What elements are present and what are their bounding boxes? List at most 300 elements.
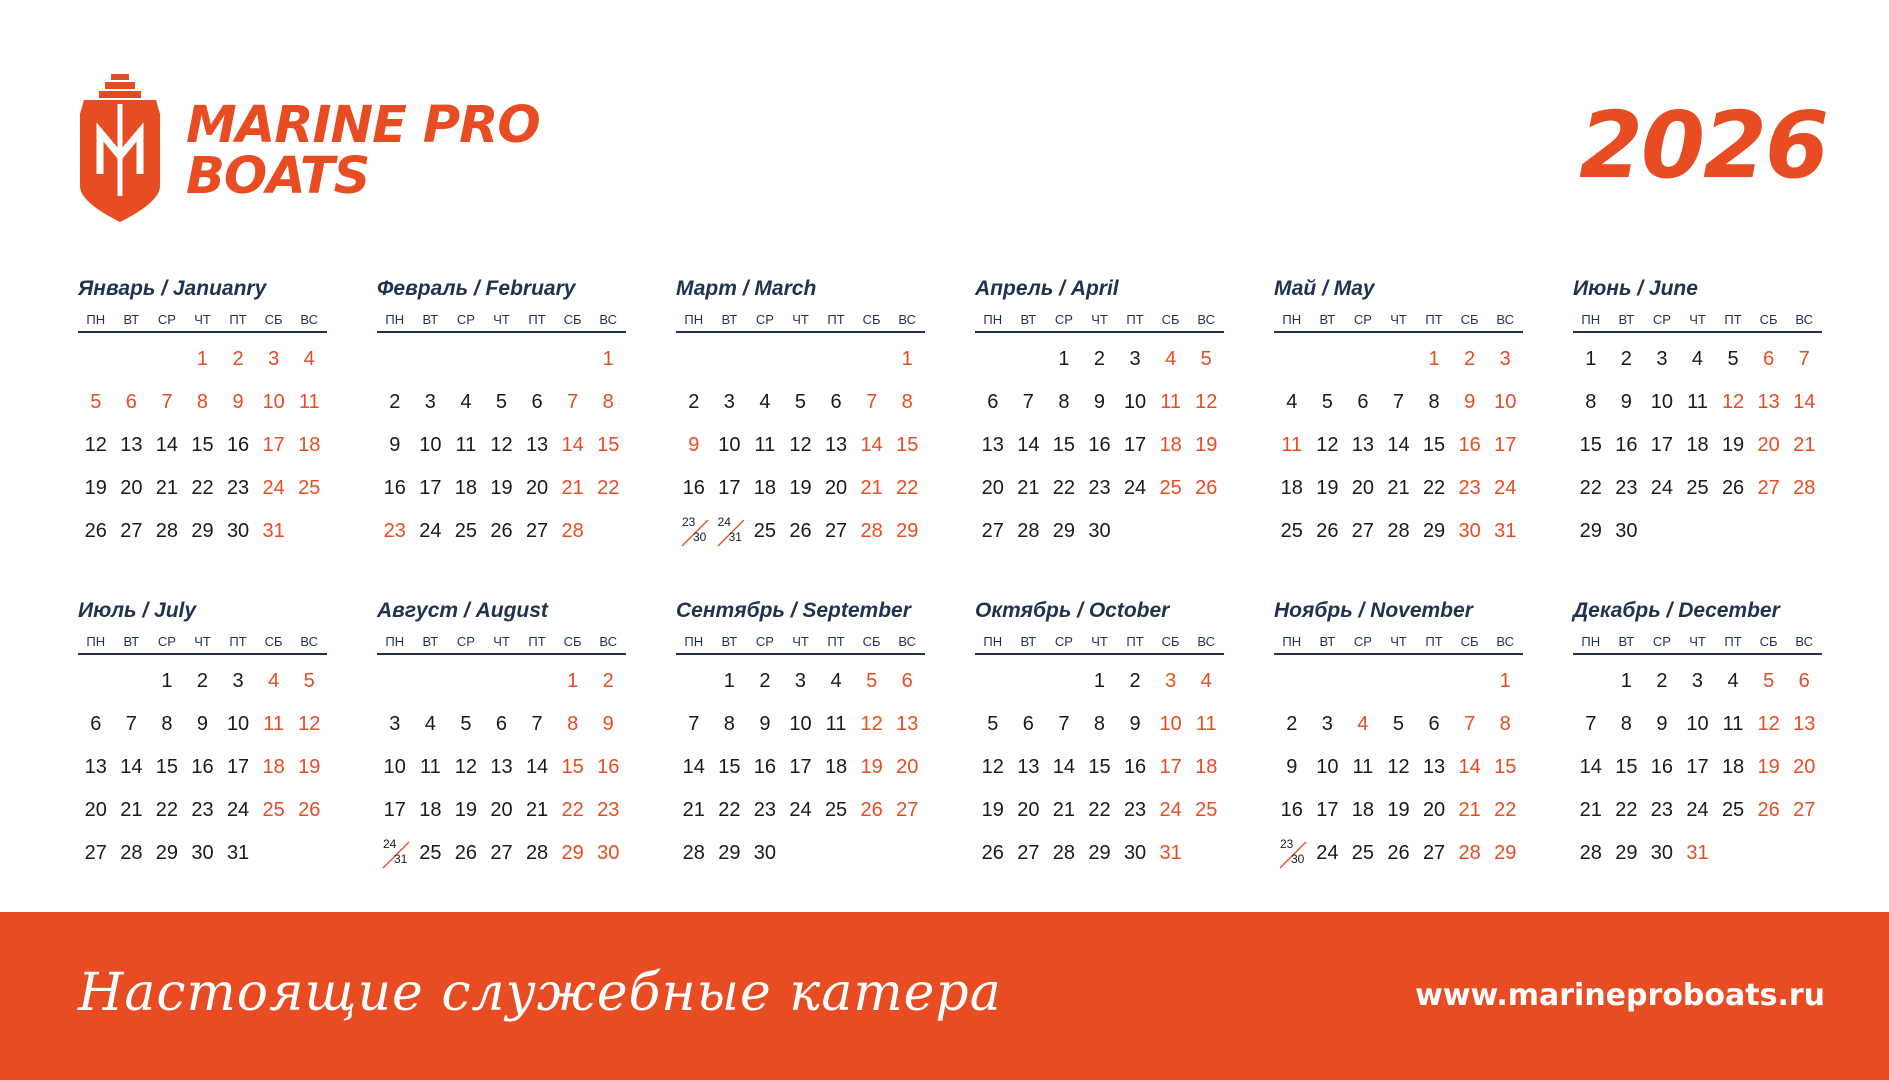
day-cell: 6 [1763, 348, 1775, 370]
empty-cell [1153, 510, 1189, 553]
day-cell: 21 [860, 477, 883, 499]
day-cell: 22 [597, 477, 620, 499]
empty-cell [1715, 510, 1751, 553]
day-cell: 22 [1088, 799, 1111, 821]
month-block [377, 274, 626, 553]
weekday-label: ПТ [1425, 634, 1443, 649]
weekday-label: ПН [983, 634, 1003, 649]
weekday-header [78, 630, 327, 655]
day-cell: 9 [688, 434, 700, 456]
day-cell: 17 [419, 477, 442, 499]
day-cell: 12 [84, 434, 107, 456]
day-cell: 2 [1286, 713, 1298, 735]
day-cell: 10 [226, 713, 250, 735]
day-cell: 14 [1579, 756, 1602, 778]
footer-banner [0, 912, 1889, 1080]
day-cell: 26 [1195, 477, 1218, 499]
day-cell: 11 [1281, 434, 1303, 456]
month-block [377, 596, 626, 875]
month-block [78, 596, 327, 875]
day-cell: 25 [419, 842, 442, 864]
day-cell: 24 [1650, 477, 1674, 499]
empty-cell [1274, 338, 1310, 381]
month-title: Ноябрь / November [1274, 599, 1473, 622]
day-cell: 10 [419, 434, 442, 456]
day-cell: 23 [191, 799, 214, 821]
day-cell: 31 [1159, 842, 1182, 864]
empty-cell [1786, 510, 1822, 553]
day-cell: 28 [1458, 842, 1481, 864]
day-cell: 2 [759, 670, 771, 692]
weekday-label: СБ [1759, 634, 1778, 649]
day-cell: 5 [866, 670, 878, 692]
day-cell: 26 [1757, 799, 1780, 821]
day-cell: 2 [1656, 670, 1668, 692]
day-cell: 23 [597, 799, 620, 821]
day-cell: 14 [525, 756, 549, 778]
day-cell: 9 [1464, 391, 1476, 413]
empty-cell [114, 338, 150, 381]
day-cell: 1 [1585, 348, 1597, 370]
month-block [1573, 274, 1822, 553]
empty-cell [1117, 510, 1153, 553]
empty-cell [1381, 660, 1417, 703]
weekday-header [676, 308, 925, 333]
day-cell: 2 [389, 391, 401, 413]
day-cell: 5 [1763, 670, 1775, 692]
empty-cell [291, 510, 327, 553]
days-grid [377, 660, 626, 875]
day-cell: 8 [1585, 391, 1597, 413]
day-cell: 27 [490, 842, 513, 864]
empty-cell [1751, 510, 1787, 553]
day-cell: 11 [1160, 391, 1182, 413]
days-grid [975, 338, 1224, 553]
day-cell: 29 [1579, 520, 1602, 542]
weekday-label: ЧТ [792, 634, 809, 649]
empty-cell [1573, 660, 1609, 703]
day-cell: 15 [718, 756, 741, 778]
weekday-label: ПТ [827, 312, 845, 327]
day-cell: 17 [1494, 434, 1517, 456]
weekday-header [676, 630, 925, 655]
days-grid [975, 660, 1224, 875]
day-cell: 3 [1499, 348, 1511, 370]
weekday-label: СР [1353, 312, 1372, 327]
day-cell: 9 [389, 434, 401, 456]
day-cell: 11 [455, 434, 477, 456]
empty-cell [1715, 832, 1751, 875]
month-block [1573, 596, 1822, 875]
day-cell: 18 [1280, 477, 1303, 499]
day-cell: 22 [718, 799, 741, 821]
day-cell: 18 [753, 477, 777, 499]
day-cell: 4 [1286, 391, 1298, 413]
day-cell: 17 [789, 756, 812, 778]
day-cell: 14 [155, 434, 179, 456]
weekday-label: ВТ [1319, 634, 1336, 649]
brand-name [186, 96, 540, 206]
weekday-label: ПТ [229, 312, 247, 327]
day-cell: 30 [1088, 520, 1111, 542]
day-cell: 29 [155, 842, 179, 864]
weekday-label: ПН [684, 312, 704, 327]
day-cell: 26 [860, 799, 883, 821]
weekday-header [975, 630, 1224, 655]
weekday-label: ВС [898, 634, 917, 649]
weekday-label: ВТ [1618, 634, 1635, 649]
brand-line-1: MARINE PRO [186, 96, 540, 155]
day-cell: 9 [232, 391, 244, 413]
day-cell: 7 [531, 713, 543, 735]
day-cell: 28 [155, 520, 179, 542]
day-cell: 8 [1093, 713, 1106, 735]
day-cell: 18 [262, 756, 285, 778]
day-cell: 7 [1798, 348, 1810, 370]
weekday-label: ВС [599, 312, 618, 327]
website-link[interactable]: www.marineproboats.ru [1415, 978, 1825, 1013]
day-cell: 1 [1093, 670, 1106, 692]
empty-cell [448, 338, 484, 381]
day-cell: 7 [1022, 391, 1034, 413]
weekday-label: ЧТ [493, 312, 510, 327]
weekday-header [975, 308, 1224, 333]
day-cell: 15 [1494, 756, 1517, 778]
weekday-label: ПТ [1425, 312, 1443, 327]
day-cell: 25 [1195, 799, 1218, 821]
weekday-label: СБ [862, 634, 881, 649]
day-cell: 30 [1123, 842, 1147, 864]
day-cell: 20 [824, 477, 848, 499]
days-grid [1573, 660, 1822, 875]
weekday-label: СБ [1460, 312, 1479, 327]
day-cell: 12 [1721, 391, 1745, 413]
day-cell: 6 [1798, 670, 1810, 692]
weekday-label: ВТ [721, 312, 738, 327]
empty-cell [590, 510, 626, 553]
weekday-label: СБ [1161, 634, 1180, 649]
empty-cell [747, 338, 783, 381]
month-title: Май / May [1274, 277, 1375, 300]
day-cell: 3 [268, 348, 280, 370]
shield-m-logo-icon [78, 74, 162, 222]
day-cell: 22 [1615, 799, 1638, 821]
month-title: Январь / Januanry [78, 277, 267, 300]
day-cell: 4 [1200, 670, 1212, 692]
weekday-label: СБ [862, 312, 881, 327]
day-cell: 9 [602, 713, 614, 735]
weekday-header [1573, 308, 1822, 333]
day-cell: 28 [120, 842, 143, 864]
day-cell: 15 [155, 756, 179, 778]
day-cell: 3 [1656, 348, 1668, 370]
day-cell: 7 [1392, 391, 1405, 413]
weekday-label: СР [1054, 312, 1073, 327]
day-cell: 25 [1280, 520, 1303, 542]
days-grid [1274, 338, 1523, 553]
empty-cell [413, 660, 449, 703]
month-title: Февраль / February [377, 277, 576, 300]
day-cell: 22 [155, 799, 179, 821]
day-cell: 20 [896, 756, 919, 778]
day-cell: 6 [125, 391, 137, 413]
day-cell: 4 [460, 391, 472, 413]
day-cell: 10 [1159, 713, 1182, 735]
month-block [676, 274, 925, 553]
day-cell: 1 [1620, 670, 1632, 692]
day-cell: 27 [896, 799, 919, 821]
day-cell: 3 [1321, 713, 1333, 735]
day-cell: 18 [454, 477, 478, 499]
weekday-label: ВТ [422, 634, 439, 649]
weekday-label: ЧТ [1091, 312, 1108, 327]
day-cell: 25 [1686, 477, 1709, 499]
empty-cell [1188, 510, 1224, 553]
day-cell: 6 [1357, 391, 1369, 413]
day-cell: 18 [298, 434, 321, 456]
day-cell: 22 [1052, 477, 1076, 499]
empty-cell [1680, 510, 1716, 553]
day-cell: 2 [196, 670, 209, 692]
day-cell: 24 [1316, 842, 1339, 864]
day-cell: 12 [789, 434, 812, 456]
day-cell: 10 [1123, 391, 1147, 413]
day-cell: 5 [303, 670, 315, 692]
day-cell: 29 [1088, 842, 1111, 864]
day-cell: 28 [1052, 842, 1076, 864]
day-cell: 13 [120, 434, 143, 456]
weekday-label: СБ [563, 634, 582, 649]
day-cell: 15 [597, 434, 620, 456]
brand-line-2: BOATS [186, 147, 370, 206]
day-cell: 29 [191, 520, 214, 542]
day-cell: 21 [1458, 799, 1481, 821]
day-cell: 15 [1615, 756, 1638, 778]
day-cell: 26 [490, 520, 513, 542]
empty-cell [1310, 338, 1346, 381]
day-cell: 31 [226, 842, 250, 864]
day-cell: 10 [383, 756, 406, 778]
day-cell: 28 [1017, 520, 1040, 542]
day-cell: 21 [525, 799, 549, 821]
day-cell: 28 [525, 842, 549, 864]
weekday-label: ПН [1282, 634, 1302, 649]
day-cell: 14 [1387, 434, 1410, 456]
day-cell: 8 [602, 391, 614, 413]
weekday-label: ПТ [528, 312, 546, 327]
day-cell: 22 [1422, 477, 1446, 499]
weekday-label: СБ [1759, 312, 1778, 327]
day-cell: 20 [981, 477, 1004, 499]
empty-cell [1274, 660, 1310, 703]
day-cell: 14 [1052, 756, 1076, 778]
day-cell: 5 [1321, 391, 1333, 413]
day-cell: 5 [1200, 348, 1212, 370]
weekday-label: СР [456, 634, 475, 649]
empty-cell [1046, 660, 1082, 703]
day-cell: 2 [602, 670, 614, 692]
day-cell: 1 [1499, 670, 1511, 692]
day-cell: 3 [389, 713, 401, 735]
day-cell: 16 [226, 434, 250, 456]
empty-cell [377, 660, 413, 703]
day-cell: 26 [1316, 520, 1339, 542]
month-title: Апрель / April [975, 277, 1119, 300]
month-block [78, 274, 327, 553]
empty-cell [1786, 832, 1822, 875]
weekday-label: ЧТ [1390, 634, 1407, 649]
day-cell: 25 [753, 520, 777, 542]
day-cell: 24 [226, 799, 250, 821]
month-title: Декабрь / December [1573, 599, 1780, 622]
empty-cell [783, 832, 819, 875]
day-cell: 19 [1721, 434, 1745, 456]
days-grid [78, 338, 327, 553]
empty-cell [78, 338, 114, 381]
day-cell: 16 [383, 477, 406, 499]
weekday-label: СР [755, 634, 774, 649]
weekday-label: ПН [385, 312, 405, 327]
day-cell: 15 [1052, 434, 1076, 456]
day-cell: 16 [1458, 434, 1481, 456]
day-cell: 12 [298, 713, 321, 735]
day-cell: 22 [191, 477, 214, 499]
day-cell: 4 [1727, 670, 1739, 692]
empty-cell [484, 660, 520, 703]
day-cell: 8 [723, 713, 735, 735]
empty-cell [1751, 832, 1787, 875]
day-cell: 11 [825, 713, 847, 735]
day-cell: 10 [1494, 391, 1517, 413]
day-cell: 27 [1793, 799, 1816, 821]
day-cell: 9 [759, 713, 771, 735]
weekday-label: ЧТ [1689, 312, 1706, 327]
weekday-label: ВС [1197, 634, 1216, 649]
day-number: 31 [394, 852, 408, 866]
day-cell: 7 [1585, 713, 1597, 735]
weekday-label: ПН [1282, 312, 1302, 327]
day-cell: 24 [419, 520, 442, 542]
day-cell: 28 [1579, 842, 1602, 864]
day-cell: 5 [987, 713, 999, 735]
day-cell: 18 [824, 756, 848, 778]
day-cell: 3 [723, 391, 735, 413]
empty-cell [1452, 660, 1488, 703]
day-cell: 18 [1159, 434, 1182, 456]
day-cell: 27 [525, 520, 549, 542]
day-cell: 28 [682, 842, 705, 864]
day-cell: 1 [602, 348, 614, 370]
day-cell: 2 [1620, 348, 1632, 370]
day-cell: 24 [262, 477, 285, 499]
day-cell: 11 [1195, 713, 1217, 735]
day-cell: 13 [1017, 756, 1040, 778]
day-cell: 22 [561, 799, 584, 821]
day-cell: 21 [1017, 477, 1040, 499]
day-cell: 25 [262, 799, 285, 821]
day-cell: 30 [1458, 520, 1481, 542]
weekday-label: ПТ [1126, 634, 1144, 649]
day-cell: 23 [383, 520, 406, 542]
day-cell: 10 [1650, 391, 1674, 413]
weekday-label: СБ [264, 312, 283, 327]
weekday-label: ПТ [1126, 312, 1144, 327]
day-cell: 23 [1650, 799, 1674, 821]
day-cell: 10 [1316, 756, 1339, 778]
day-cell: 17 [226, 756, 250, 778]
day-cell: 20 [490, 799, 513, 821]
day-cell: 17 [262, 434, 285, 456]
day-cell: 11 [754, 434, 776, 456]
month-title: Июль / July [78, 599, 197, 622]
day-cell: 9 [1129, 713, 1141, 735]
day-number: 23 [682, 515, 696, 529]
day-cell: 4 [1691, 348, 1704, 370]
day-cell: 30 [753, 842, 777, 864]
day-cell: 7 [1058, 713, 1070, 735]
days-grid [1274, 660, 1523, 875]
day-cell: 13 [1351, 434, 1375, 456]
weekday-label: ВС [1197, 312, 1216, 327]
day-cell: 9 [196, 713, 209, 735]
empty-cell [975, 338, 1011, 381]
empty-cell [1644, 510, 1680, 553]
weekday-label: ПТ [827, 634, 845, 649]
day-cell: 20 [1017, 799, 1040, 821]
weekday-label: ВТ [1020, 634, 1037, 649]
calendar-year: 2026 [1578, 92, 1827, 199]
weekday-label: СР [157, 312, 176, 327]
day-cell: 27 [1017, 842, 1040, 864]
day-cell: 25 [1721, 799, 1745, 821]
day-cell: 16 [597, 756, 620, 778]
day-cell: 16 [1123, 756, 1147, 778]
day-cell: 7 [161, 391, 173, 413]
weekday-label: ВС [300, 312, 319, 327]
empty-cell [1381, 338, 1417, 381]
empty-cell [818, 338, 854, 381]
day-cell: 23 [1088, 477, 1111, 499]
day-cell: 29 [1615, 842, 1638, 864]
day-cell: 16 [1650, 756, 1674, 778]
day-cell: 31 [1494, 520, 1517, 542]
weekday-label: ВС [1496, 634, 1515, 649]
day-cell: 12 [1316, 434, 1339, 456]
day-cell: 16 [1280, 799, 1303, 821]
day-cell: 10 [1686, 713, 1709, 735]
day-cell: 27 [84, 842, 107, 864]
day-cell: 22 [1579, 477, 1602, 499]
empty-cell [519, 338, 555, 381]
day-cell: 21 [1579, 799, 1602, 821]
month-block [676, 596, 925, 875]
day-cell: 19 [1316, 477, 1339, 499]
day-cell: 21 [120, 799, 143, 821]
weekday-label: ЧТ [1689, 634, 1706, 649]
day-cell: 19 [1387, 799, 1410, 821]
day-cell: 1 [161, 670, 173, 692]
weekday-label: ЧТ [493, 634, 510, 649]
month-block [975, 274, 1224, 553]
days-grid [78, 660, 327, 875]
day-cell: 20 [525, 477, 549, 499]
month-title: Сентябрь / September [676, 599, 911, 622]
day-cell: 25 [454, 520, 478, 542]
weekday-label: ВТ [422, 312, 439, 327]
day-cell: 18 [1195, 756, 1218, 778]
day-cell: 6 [830, 391, 842, 413]
day-cell: 11 [298, 391, 320, 413]
